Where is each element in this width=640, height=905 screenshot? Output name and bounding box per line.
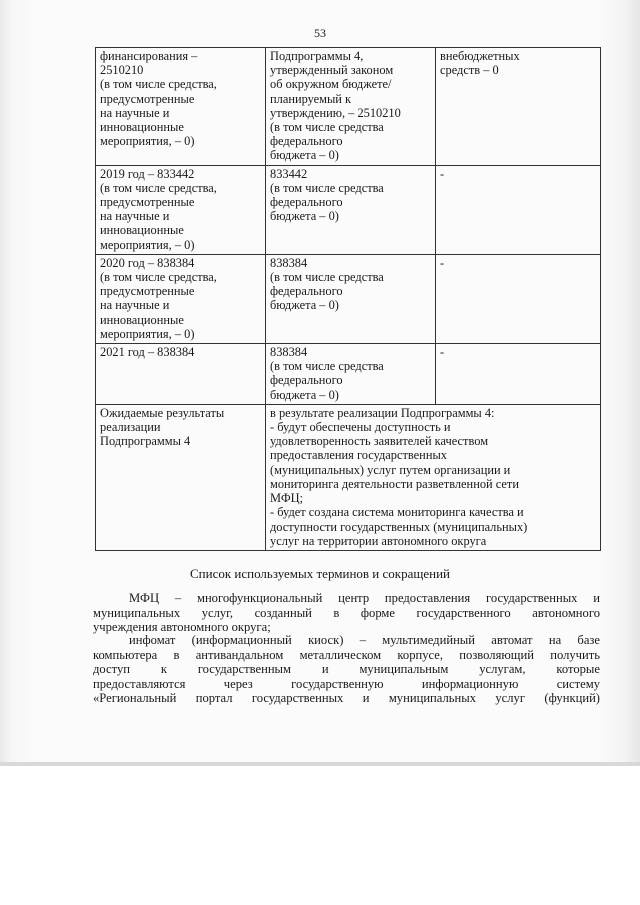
cell-line: 2021 год – 838384 bbox=[100, 345, 195, 360]
cell-line: инновационные bbox=[100, 312, 184, 327]
cell-line: - bbox=[440, 166, 445, 181]
cell-line: мероприятия, – 0) bbox=[100, 326, 195, 341]
paragraph-line: инфомат (информационный киоск) – мультимедийный автомат на базе bbox=[129, 633, 600, 647]
cell-line: бюджета – 0) bbox=[270, 298, 339, 313]
cell-line: 2510210 bbox=[100, 63, 144, 78]
paragraph-line: предоставляются через государственную информационную систему bbox=[93, 676, 600, 691]
cell-line: на научные и bbox=[100, 105, 170, 120]
paragraph-line: компьютера в антивандальном металлическом корпусе, позволяющий получить bbox=[93, 647, 600, 662]
cell-line: мониторинга деятельности разветвленной сети bbox=[270, 476, 519, 491]
period-cell bbox=[96, 48, 266, 166]
cell-line: утверждению, – 2510210 bbox=[270, 105, 401, 120]
table-row bbox=[96, 48, 601, 166]
page-number: 53 bbox=[314, 26, 326, 40]
regional-budget-cell bbox=[266, 254, 436, 343]
cell-line: инновационные bbox=[100, 223, 184, 238]
cell-line: 838384 bbox=[270, 345, 308, 360]
cell-line: предусмотренные bbox=[100, 284, 195, 299]
cell-line: средств – 0 bbox=[440, 63, 499, 78]
scan-edge bbox=[0, 762, 640, 766]
cell-line: 2019 год – 833442 bbox=[100, 166, 195, 181]
cell-line: - bbox=[440, 345, 445, 360]
cell-line: Подпрограммы 4, bbox=[270, 49, 364, 63]
results-text-cell bbox=[266, 404, 601, 550]
table-row bbox=[96, 165, 601, 254]
cell-line: (в том числе средства, bbox=[100, 270, 217, 285]
cell-line: - будет создана система мониторинга качества и bbox=[270, 505, 524, 520]
cell-line: (муниципальных) услуг путем организации и bbox=[270, 462, 511, 477]
cell-line: внебюджетных bbox=[440, 49, 520, 63]
cell-line: (в том числе средства bbox=[270, 359, 384, 374]
cell-line: об окружном бюджете/ bbox=[270, 77, 392, 92]
table-row bbox=[96, 344, 601, 405]
table-row-results bbox=[96, 404, 601, 550]
cell-line: МФЦ; bbox=[270, 491, 304, 506]
paragraph-line: муниципальных услуг, созданный в форме государственного автономного bbox=[93, 605, 600, 620]
cell-line: (в том числе средства bbox=[270, 270, 384, 285]
cell-line: федерального bbox=[270, 373, 343, 388]
cell-line: планируемый к bbox=[270, 91, 352, 106]
paragraph-line: учреждения автономного округа; bbox=[93, 620, 271, 635]
paragraph-mfc bbox=[93, 591, 600, 635]
results-label-cell bbox=[96, 404, 266, 550]
period-cell bbox=[96, 254, 266, 343]
cell-line: мероприятия, – 0) bbox=[100, 237, 195, 252]
paragraph-line: МФЦ – многофункциональный центр предоставления государственных и bbox=[129, 591, 600, 605]
cell-line: 833442 bbox=[270, 166, 308, 181]
cell-line: предоставления государственных bbox=[270, 448, 447, 463]
extrabudgetary-cell bbox=[436, 165, 601, 254]
passport-table bbox=[95, 47, 601, 551]
cell-line: бюджета – 0) bbox=[270, 387, 339, 402]
section-title: Список используемых терминов и сокращений bbox=[189, 566, 451, 581]
cell-line: на научные и bbox=[100, 298, 170, 313]
cell-line: бюджета – 0) bbox=[270, 148, 339, 163]
cell-line: предусмотренные bbox=[100, 91, 195, 106]
cell-line: Ожидаемые результаты bbox=[100, 405, 225, 420]
cell-line: федерального bbox=[270, 284, 343, 299]
cell-line: (в том числе средства, bbox=[100, 77, 217, 92]
cell-line: мероприятия, – 0) bbox=[100, 134, 195, 149]
cell-line: финансирования – bbox=[100, 49, 198, 63]
cell-line: реализации bbox=[100, 420, 161, 435]
regional-budget-cell bbox=[266, 48, 436, 166]
extrabudgetary-cell bbox=[436, 48, 601, 166]
regional-budget-cell bbox=[266, 165, 436, 254]
cell-line: на научные и bbox=[100, 209, 170, 224]
cell-line: 838384 bbox=[270, 255, 308, 270]
extrabudgetary-cell bbox=[436, 254, 601, 343]
extrabudgetary-cell bbox=[436, 344, 601, 405]
regional-budget-cell bbox=[266, 344, 436, 405]
cell-line: - bbox=[440, 255, 445, 270]
cell-line: (в том числе средства bbox=[270, 180, 384, 195]
cell-line: доступности государственных (муниципальных) bbox=[270, 519, 528, 534]
paragraph-infomat bbox=[93, 633, 600, 706]
cell-line: 2020 год – 838384 bbox=[100, 255, 195, 270]
cell-line: утвержденный законом bbox=[270, 63, 394, 78]
cell-line: удовлетворенность заявителей качеством bbox=[270, 434, 489, 449]
cell-line: (в том числе средства bbox=[270, 120, 384, 135]
paragraph-line: доступ к государственным и муниципальным услугам, которые bbox=[93, 662, 600, 677]
paragraph-line: «Региональный портал государственных и муниципальных услуг (функций) bbox=[93, 691, 600, 706]
table-row bbox=[96, 254, 601, 343]
cell-line: (в том числе средства, bbox=[100, 180, 217, 195]
cell-line: в результате реализации Подпрограммы 4: bbox=[270, 405, 495, 420]
cell-line: бюджета – 0) bbox=[270, 209, 339, 224]
cell-line: предусмотренные bbox=[100, 195, 195, 210]
period-cell bbox=[96, 165, 266, 254]
cell-line: федерального bbox=[270, 134, 343, 149]
cell-line: - будут обеспечены доступность и bbox=[270, 420, 451, 435]
cell-line: федерального bbox=[270, 195, 343, 210]
cell-line: инновационные bbox=[100, 120, 184, 135]
cell-line: услуг на территории автономного округа bbox=[270, 533, 487, 548]
period-cell bbox=[96, 344, 266, 405]
cell-line: Подпрограммы 4 bbox=[100, 434, 191, 449]
